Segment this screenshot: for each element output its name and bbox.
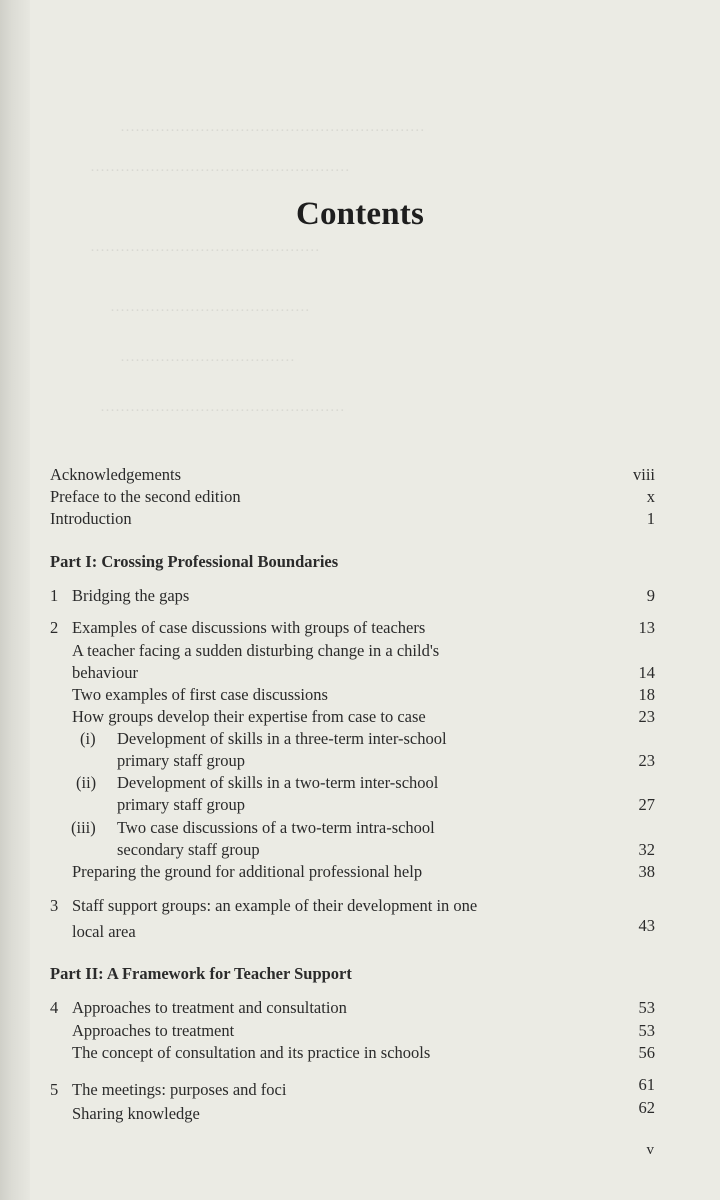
chapter-number: 2 — [50, 618, 59, 637]
chapter-title: The meetings: purposes and foci — [72, 1080, 287, 1099]
show-through-text: ····························································· — [120, 123, 425, 139]
entry-page: 23 — [638, 707, 655, 726]
show-through-text: ··································· — [120, 353, 295, 369]
section-title: Two examples of first case discussions — [72, 685, 328, 704]
entry-page: 14 — [638, 663, 655, 682]
entry-page: 1 — [646, 509, 655, 528]
chapter-title-cont: local area — [72, 922, 136, 941]
chapter-title: Staff support groups: an example of their development in one — [72, 896, 478, 915]
section-title: How groups develop their expertise from case to case — [72, 707, 426, 726]
chapter-title: Approaches to treatment and consultation — [72, 998, 347, 1017]
entry-page: 13 — [638, 618, 655, 637]
section-title: A teacher facing a sudden disturbing change in a child's — [72, 641, 440, 660]
show-through-text: ···················································· — [90, 163, 350, 179]
section-title-cont: behaviour — [72, 663, 138, 682]
entry-title: Introduction — [50, 509, 132, 528]
page-folio: v — [646, 1142, 654, 1158]
chapter-number: 4 — [50, 998, 59, 1017]
chapter-number: 1 — [50, 586, 59, 605]
roman-numeral: (i) — [80, 729, 96, 748]
entry-page: 53 — [638, 1021, 655, 1040]
part-heading: Part II: A Framework for Teacher Support — [50, 964, 352, 983]
section-title: Preparing the ground for additional professional help — [72, 862, 423, 881]
page-title: Contents — [295, 196, 425, 232]
book-binding-shadow — [0, 0, 30, 1200]
entry-page: 38 — [638, 862, 655, 881]
show-through-text: ·············································· — [90, 243, 320, 259]
chapter-title: Examples of case discussions with groups of teachers — [72, 618, 426, 637]
entry-page: 27 — [638, 795, 655, 814]
show-through-text: ········································ — [110, 303, 310, 319]
entry-page: x — [646, 487, 655, 506]
entry-page: 62 — [638, 1098, 655, 1117]
section-title: The concept of consultation and its practice in schools — [72, 1043, 431, 1062]
subsection-title: Development of skills in a two-term inter-school — [117, 773, 439, 792]
entry-page: viii — [632, 465, 655, 484]
entry-page: 43 — [638, 916, 655, 935]
entry-page: 56 — [638, 1043, 655, 1062]
chapter-number: 5 — [50, 1080, 59, 1099]
subsection-title: Development of skills in a three-term inter-school — [117, 729, 447, 748]
subsection-title: Two case discussions of a two-term intra-school — [117, 818, 435, 837]
entry-page: 32 — [638, 840, 655, 859]
entry-title: Acknowledgements — [50, 465, 182, 484]
entry-page: 53 — [638, 998, 655, 1017]
entry-page: 61 — [638, 1075, 655, 1094]
roman-numeral: (iii) — [71, 818, 96, 837]
section-title: Sharing knowledge — [72, 1104, 200, 1123]
chapter-number: 3 — [50, 896, 59, 915]
subsection-title-cont: secondary staff group — [117, 840, 260, 859]
entry-page: 18 — [638, 685, 655, 704]
subsection-title-cont: primary staff group — [117, 795, 245, 814]
show-through-text: ················································· — [100, 403, 345, 419]
chapter-title: Bridging the gaps — [72, 586, 190, 605]
entry-title: Preface to the second edition — [50, 487, 241, 506]
roman-numeral: (ii) — [76, 773, 97, 792]
part-heading: Part I: Crossing Professional Boundaries — [50, 552, 339, 571]
section-title: Approaches to treatment — [72, 1021, 235, 1040]
entry-page: 23 — [638, 751, 655, 770]
subsection-title-cont: primary staff group — [117, 751, 245, 770]
entry-page: 9 — [646, 586, 655, 605]
